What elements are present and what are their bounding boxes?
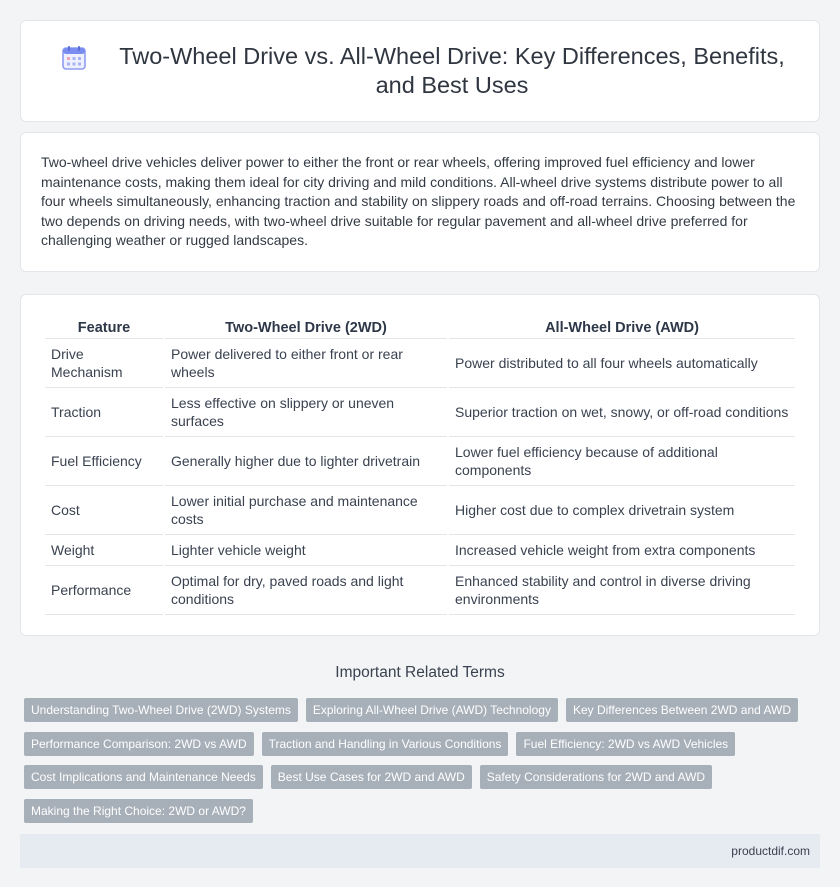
table-cell-2wd: Power delivered to either front or rear wheels xyxy=(165,339,447,388)
related-term-tag[interactable]: Performance Comparison: 2WD vs AWD xyxy=(24,732,254,756)
related-term-tag[interactable]: Key Differences Between 2WD and AWD xyxy=(566,698,798,722)
table-cell-awd: Lower fuel efficiency because of additional components xyxy=(449,437,795,486)
page-title: Two-Wheel Drive vs. All-Wheel Drive: Key Differences, Benefits, and Best Uses xyxy=(119,43,785,98)
comparison-table-card xyxy=(20,294,820,636)
table-cell-2wd: Optimal for dry, paved roads and light conditions xyxy=(165,566,447,615)
table-cell-2wd: Generally higher due to lighter drivetrain xyxy=(165,437,447,486)
table-cell-feature: Performance xyxy=(45,566,163,615)
calendar-icon xyxy=(61,45,87,71)
related-term-tag[interactable]: Cost Implications and Maintenance Needs xyxy=(24,765,263,789)
table-cell-awd: Superior traction on wet, snowy, or off-road conditions xyxy=(449,388,795,437)
footer-site-link[interactable]: productdif.com xyxy=(731,844,810,858)
table-row xyxy=(45,566,795,615)
related-term-tag[interactable]: Safety Considerations for 2WD and AWD xyxy=(480,765,712,789)
table-cell-awd: Power distributed to all four wheels automatically xyxy=(449,339,795,388)
table-cell-feature: Weight xyxy=(45,535,163,566)
table-cell-feature: Fuel Efficiency xyxy=(45,437,163,486)
table-cell-2wd: Lighter vehicle weight xyxy=(165,535,447,566)
table-cell-2wd: Lower initial purchase and maintenance costs xyxy=(165,486,447,535)
related-term-tag[interactable]: Making the Right Choice: 2WD or AWD? xyxy=(24,799,253,823)
table-cell-2wd: Less effective on slippery or uneven surfaces xyxy=(165,388,447,437)
table-row xyxy=(45,486,795,535)
related-term-tag[interactable]: Understanding Two-Wheel Drive (2WD) Systems xyxy=(24,698,298,722)
page-header xyxy=(20,20,820,122)
related-term-tag[interactable]: Fuel Efficiency: 2WD vs AWD Vehicles xyxy=(516,732,735,756)
table-cell-feature: Drive Mechanism xyxy=(45,339,163,388)
column-header-awd: All-Wheel Drive (AWD) xyxy=(449,313,795,339)
intro-section xyxy=(20,132,820,272)
related-term-tag[interactable]: Traction and Handling in Various Conditions xyxy=(262,732,509,756)
table-row xyxy=(45,535,795,566)
column-header-feature: Feature xyxy=(45,313,163,339)
table-header-row xyxy=(45,313,795,339)
related-term-tag[interactable]: Exploring All-Wheel Drive (AWD) Technology xyxy=(306,698,558,722)
intro-paragraph: Two-wheel drive vehicles deliver power to either the front or rear wheels, offering improved fuel efficiency and lower maintenance costs, making them ideal for city driving and mild conditions. All-wheel drive systems distribute power to all four wheels simultaneously, enhancing traction and stability on slippery roads and off-road terrains. Choosing between the two depends on driving needs, with two-wheel drive suitable for regular pavement and all-wheel drive preferred for challenging weather or rugged landscapes. xyxy=(41,154,796,249)
table-cell-awd: Higher cost due to complex drivetrain system xyxy=(449,486,795,535)
comparison-table xyxy=(43,313,797,615)
related-terms-list xyxy=(24,698,816,824)
table-row xyxy=(45,339,795,388)
page-footer xyxy=(20,834,820,868)
table-row xyxy=(45,437,795,486)
related-term-tag[interactable]: Best Use Cases for 2WD and AWD xyxy=(271,765,472,789)
table-cell-feature: Traction xyxy=(45,388,163,437)
table-row xyxy=(45,388,795,437)
table-cell-awd: Enhanced stability and control in diverse driving environments xyxy=(449,566,795,615)
column-header-2wd: Two-Wheel Drive (2WD) xyxy=(165,313,447,339)
table-cell-awd: Increased vehicle weight from extra components xyxy=(449,535,795,566)
related-terms-title: Important Related Terms xyxy=(335,664,505,681)
table-cell-feature: Cost xyxy=(45,486,163,535)
